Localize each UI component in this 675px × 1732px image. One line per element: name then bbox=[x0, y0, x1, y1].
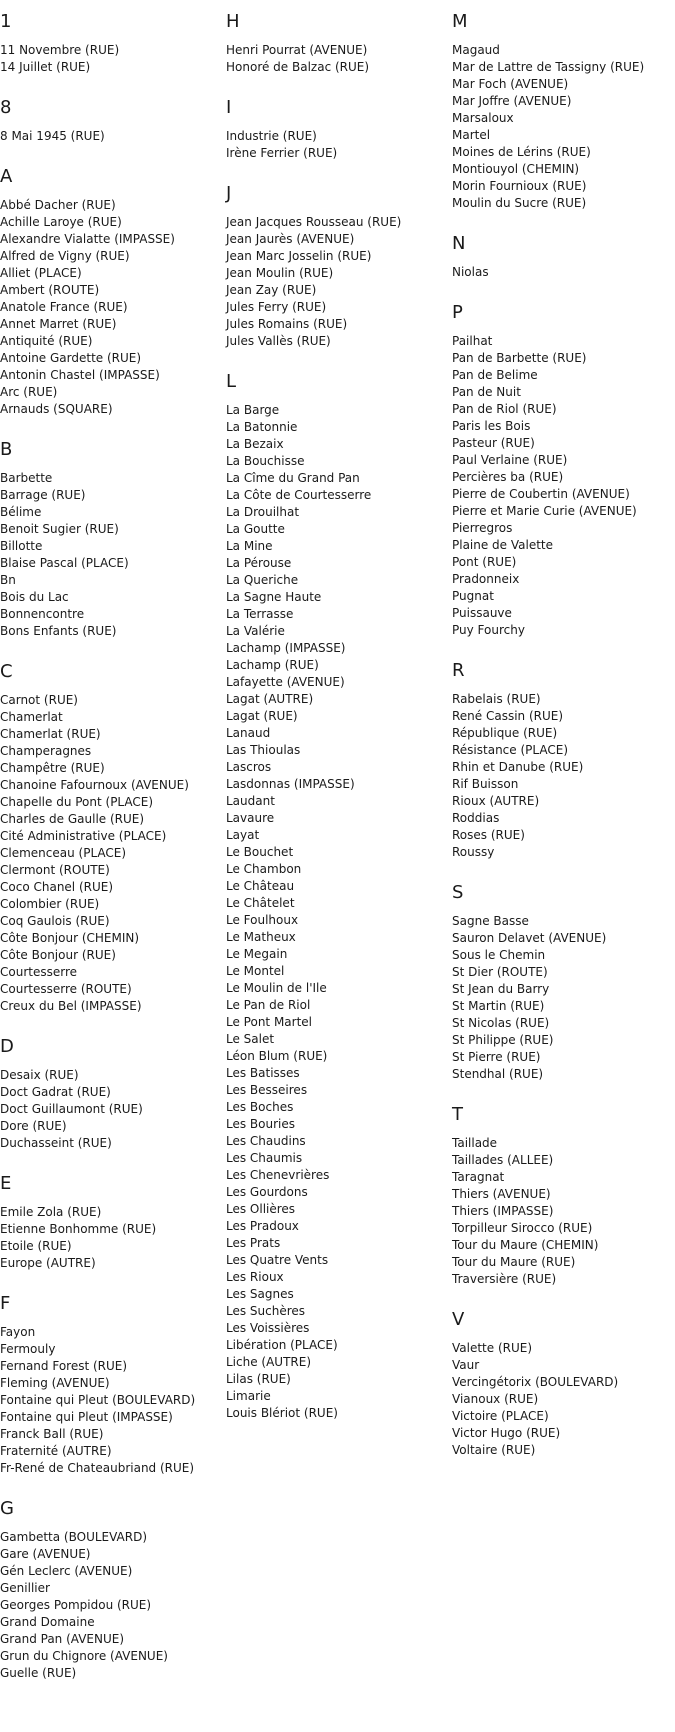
street-name: Anatole France (RUE) bbox=[0, 300, 128, 314]
street-name: Charles de Gaulle (RUE) bbox=[0, 812, 145, 826]
street-name: Arnauds (SQUARE) bbox=[0, 402, 113, 416]
street-name: Les Voissières bbox=[226, 1321, 310, 1335]
street-list bbox=[226, 402, 448, 1422]
street-name: Vianoux (RUE) bbox=[452, 1392, 539, 1406]
street-name: Le Pont Martel bbox=[226, 1015, 313, 1029]
street-name: La Côte de Courtesserre bbox=[226, 488, 372, 502]
street-name: La Batonnie bbox=[226, 420, 298, 434]
street-name: Guelle (RUE) bbox=[0, 1666, 77, 1680]
letter-heading: T bbox=[452, 1104, 463, 1125]
street-name: St Jean du Barry bbox=[452, 982, 550, 996]
street-name: Irène Ferrier (RUE) bbox=[226, 146, 338, 160]
street-name: Les Bouries bbox=[226, 1117, 296, 1131]
street-name: La Goutte bbox=[226, 522, 285, 536]
street-name: Annet Marret (RUE) bbox=[0, 317, 117, 331]
street-name: Carnot (RUE) bbox=[0, 693, 78, 707]
street-name: Coq Gaulois (RUE) bbox=[0, 914, 110, 928]
letter-group bbox=[0, 662, 222, 1015]
street-name: Le Chambon bbox=[226, 862, 302, 876]
street-name: Magaud bbox=[452, 43, 500, 57]
letter-group bbox=[452, 1310, 675, 1459]
street-name: St Nicolas (RUE) bbox=[452, 1016, 550, 1030]
street-name: Jean Zay (RUE) bbox=[226, 283, 317, 297]
street-name: Chamerlat bbox=[0, 710, 63, 724]
street-name: Le Salet bbox=[226, 1032, 275, 1046]
letter-group bbox=[0, 12, 222, 76]
street-name: Bons Enfants (RUE) bbox=[0, 624, 117, 638]
street-name: Coco Chanel (RUE) bbox=[0, 880, 114, 894]
street-name: Bn bbox=[0, 573, 16, 587]
letter-heading: V bbox=[452, 1309, 465, 1330]
letter-group bbox=[226, 98, 448, 162]
street-name: Antonin Chastel (IMPASSE) bbox=[0, 368, 160, 382]
street-name: République (RUE) bbox=[452, 726, 558, 740]
street-list bbox=[0, 1204, 222, 1272]
street-name: Mar Joffre (AVENUE) bbox=[452, 94, 572, 108]
street-index-column-1 bbox=[0, 0, 222, 1704]
street-name: 8 Mai 1945 (RUE) bbox=[0, 129, 105, 143]
street-name: Lagat (RUE) bbox=[226, 709, 298, 723]
street-name: Jules Romains (RUE) bbox=[226, 317, 348, 331]
street-name: St Pierre (RUE) bbox=[452, 1050, 541, 1064]
street-name: Alfred de Vigny (RUE) bbox=[0, 249, 130, 263]
street-name: Colombier (RUE) bbox=[0, 897, 100, 911]
street-name: La Pérouse bbox=[226, 556, 292, 570]
street-name: Lagat (AUTRE) bbox=[226, 692, 314, 706]
street-name: Les Chenevrières bbox=[226, 1168, 330, 1182]
street-name: Les Sagnes bbox=[226, 1287, 294, 1301]
street-name: Vaur bbox=[452, 1358, 480, 1372]
street-name: Lafayette (AVENUE) bbox=[226, 675, 345, 689]
street-name: Victoire (PLACE) bbox=[452, 1409, 549, 1423]
street-name: Côte Bonjour (RUE) bbox=[0, 948, 116, 962]
street-list bbox=[452, 42, 675, 212]
street-name: Torpilleur Sirocco (RUE) bbox=[452, 1221, 593, 1235]
street-name: Le Foulhoux bbox=[226, 913, 299, 927]
street-name: Alexandre Vialatte (IMPASSE) bbox=[0, 232, 175, 246]
street-name: Abbé Dacher (RUE) bbox=[0, 198, 116, 212]
letter-heading: A bbox=[0, 166, 13, 187]
street-name: Genillier bbox=[0, 1581, 50, 1595]
street-list bbox=[452, 691, 675, 861]
street-list bbox=[452, 913, 675, 1083]
letter-group bbox=[0, 1037, 222, 1152]
street-name: Rif Buisson bbox=[452, 777, 519, 791]
letter-group bbox=[0, 167, 222, 418]
street-name: Desaix (RUE) bbox=[0, 1068, 79, 1082]
street-name: Sagne Basse bbox=[452, 914, 529, 928]
street-name: Doct Guillaumont (RUE) bbox=[0, 1102, 143, 1116]
street-name: Europe (AUTRE) bbox=[0, 1256, 96, 1270]
street-name: Champeragnes bbox=[0, 744, 92, 758]
letter-heading: E bbox=[0, 1173, 12, 1194]
street-name: Le Bouchet bbox=[226, 845, 294, 859]
letter-group bbox=[226, 12, 448, 76]
street-name: Lanaud bbox=[226, 726, 271, 740]
street-name: Les Batisses bbox=[226, 1066, 300, 1080]
street-list bbox=[0, 1529, 222, 1682]
letter-heading: G bbox=[0, 1498, 14, 1519]
street-name: Pugnat bbox=[452, 589, 494, 603]
street-name: Lachamp (RUE) bbox=[226, 658, 319, 672]
street-name: St Dier (ROUTE) bbox=[452, 965, 548, 979]
street-name: Bois du Lac bbox=[0, 590, 69, 604]
street-name: Fraternité (AUTRE) bbox=[0, 1444, 112, 1458]
street-name: Le Montel bbox=[226, 964, 285, 978]
street-list bbox=[226, 42, 448, 76]
street-name: Fermouly bbox=[0, 1342, 56, 1356]
street-name: Chanoine Fafournoux (AVENUE) bbox=[0, 778, 189, 792]
street-name: La Cîme du Grand Pan bbox=[226, 471, 360, 485]
street-name: Gén Leclerc (AVENUE) bbox=[0, 1564, 133, 1578]
street-list bbox=[452, 333, 675, 639]
street-name: Fr-René de Chateaubriand (RUE) bbox=[0, 1461, 195, 1475]
street-name: Chamerlat (RUE) bbox=[0, 727, 101, 741]
street-name: Lavaure bbox=[226, 811, 275, 825]
street-name: La Bouchisse bbox=[226, 454, 305, 468]
street-name: St Philippe (RUE) bbox=[452, 1033, 554, 1047]
street-name: Pont (RUE) bbox=[452, 555, 517, 569]
street-name: Jean Jacques Rousseau (RUE) bbox=[226, 215, 402, 229]
street-name: Pasteur (RUE) bbox=[452, 436, 535, 450]
street-name: Taragnat bbox=[452, 1170, 505, 1184]
letter-group bbox=[0, 1294, 222, 1477]
street-name: Paris les Bois bbox=[452, 419, 531, 433]
street-name: Les Besseires bbox=[226, 1083, 308, 1097]
street-name: Rabelais (RUE) bbox=[452, 692, 541, 706]
street-name: Thiers (AVENUE) bbox=[452, 1187, 551, 1201]
street-name: Creux du Bel (IMPASSE) bbox=[0, 999, 142, 1013]
street-name: Alliet (PLACE) bbox=[0, 266, 82, 280]
street-list bbox=[0, 197, 222, 418]
street-name: Montiouyol (CHEMIN) bbox=[452, 162, 580, 176]
street-name: Le Pan de Riol bbox=[226, 998, 311, 1012]
street-name: Bonnencontre bbox=[0, 607, 85, 621]
street-name: Pierre et Marie Curie (AVENUE) bbox=[452, 504, 637, 518]
street-index-column-3 bbox=[452, 0, 675, 1481]
street-name: Taillade bbox=[452, 1136, 498, 1150]
street-name: Jules Vallès (RUE) bbox=[226, 334, 331, 348]
letter-group bbox=[226, 372, 448, 1422]
street-name: Antiquité (RUE) bbox=[0, 334, 93, 348]
street-name: Jean Jaurès (AVENUE) bbox=[226, 232, 355, 246]
letter-heading: L bbox=[226, 371, 237, 392]
street-name: Puissauve bbox=[452, 606, 512, 620]
street-name: Rioux (AUTRE) bbox=[452, 794, 540, 808]
street-name: Courtesserre bbox=[0, 965, 78, 979]
street-name: Ambert (ROUTE) bbox=[0, 283, 100, 297]
street-name: La Terrasse bbox=[226, 607, 294, 621]
street-name: Stendhal (RUE) bbox=[452, 1067, 544, 1081]
street-name: La Mine bbox=[226, 539, 273, 553]
street-name: Lilas (RUE) bbox=[226, 1372, 291, 1386]
street-name: Fayon bbox=[0, 1325, 36, 1339]
street-name: Mar Foch (AVENUE) bbox=[452, 77, 569, 91]
street-name: Blaise Pascal (PLACE) bbox=[0, 556, 129, 570]
street-name: Pan de Nuit bbox=[452, 385, 521, 399]
street-name: Champêtre (RUE) bbox=[0, 761, 105, 775]
letter-heading: M bbox=[452, 11, 468, 32]
street-name: Doct Gadrat (RUE) bbox=[0, 1085, 111, 1099]
letter-group bbox=[0, 1174, 222, 1272]
street-index-column-2 bbox=[226, 0, 448, 1444]
street-list bbox=[452, 1340, 675, 1459]
street-name: Pan de Belime bbox=[452, 368, 538, 382]
street-name: Les Chaumis bbox=[226, 1151, 303, 1165]
street-name: Libération (PLACE) bbox=[226, 1338, 338, 1352]
letter-heading: B bbox=[0, 439, 13, 460]
street-name: 14 Juillet (RUE) bbox=[0, 60, 91, 74]
street-name: Plaine de Valette bbox=[452, 538, 554, 552]
letter-heading: H bbox=[226, 11, 240, 32]
street-name: Sauron Delavet (AVENUE) bbox=[452, 931, 607, 945]
street-name: Voltaire (RUE) bbox=[452, 1443, 536, 1457]
street-name: Victor Hugo (RUE) bbox=[452, 1426, 561, 1440]
letter-group bbox=[452, 661, 675, 861]
letter-heading: I bbox=[226, 97, 232, 118]
street-name: Les Pradoux bbox=[226, 1219, 299, 1233]
street-name: Georges Pompidou (RUE) bbox=[0, 1598, 152, 1612]
street-name: Paul Verlaine (RUE) bbox=[452, 453, 568, 467]
street-name: Lasdonnas (IMPASSE) bbox=[226, 777, 355, 791]
street-name: Le Château bbox=[226, 879, 295, 893]
street-name: Pan de Riol (RUE) bbox=[452, 402, 557, 416]
street-name: Lascros bbox=[226, 760, 272, 774]
street-name: Morin Fournioux (RUE) bbox=[452, 179, 587, 193]
street-name: Jean Moulin (RUE) bbox=[226, 266, 334, 280]
street-name: Etienne Bonhomme (RUE) bbox=[0, 1222, 157, 1236]
street-name: La Bezaix bbox=[226, 437, 284, 451]
street-name: Achille Laroye (RUE) bbox=[0, 215, 122, 229]
street-name: Clemenceau (PLACE) bbox=[0, 846, 127, 860]
street-name: Les Boches bbox=[226, 1100, 294, 1114]
street-name: Puy Fourchy bbox=[452, 623, 525, 637]
street-name: Marsaloux bbox=[452, 111, 514, 125]
street-name: Le Megain bbox=[226, 947, 288, 961]
letter-heading: N bbox=[452, 233, 466, 254]
street-name: Fontaine qui Pleut (IMPASSE) bbox=[0, 1410, 173, 1424]
street-name: Sous le Chemin bbox=[452, 948, 546, 962]
street-name: Les Ollières bbox=[226, 1202, 296, 1216]
street-name: Henri Pourrat (AVENUE) bbox=[226, 43, 368, 57]
street-list bbox=[0, 1067, 222, 1152]
street-name: La Valérie bbox=[226, 624, 285, 638]
street-name: Barrage (RUE) bbox=[0, 488, 86, 502]
street-name: Antoine Gardette (RUE) bbox=[0, 351, 142, 365]
street-name: Las Thioulas bbox=[226, 743, 301, 757]
street-name: Grand Pan (AVENUE) bbox=[0, 1632, 125, 1646]
letter-heading: D bbox=[0, 1036, 14, 1057]
street-name: Barbette bbox=[0, 471, 53, 485]
street-name: Laudant bbox=[226, 794, 275, 808]
street-name: Honoré de Balzac (RUE) bbox=[226, 60, 370, 74]
street-name: Pailhat bbox=[452, 334, 493, 348]
street-list bbox=[226, 128, 448, 162]
letter-group bbox=[0, 440, 222, 640]
street-name: Le Moulin de l'Ile bbox=[226, 981, 327, 995]
street-name: Moines de Lérins (RUE) bbox=[452, 145, 591, 159]
street-name: Fontaine qui Pleut (BOULEVARD) bbox=[0, 1393, 196, 1407]
street-name: René Cassin (RUE) bbox=[452, 709, 564, 723]
letter-heading: S bbox=[452, 882, 464, 903]
street-name: Le Châtelet bbox=[226, 896, 295, 910]
letter-group bbox=[0, 98, 222, 145]
street-name: La Drouilhat bbox=[226, 505, 300, 519]
street-name: Taillades (ALLEE) bbox=[452, 1153, 554, 1167]
street-name: La Sagne Haute bbox=[226, 590, 322, 604]
street-name: La Queriche bbox=[226, 573, 299, 587]
street-name: Jules Ferry (RUE) bbox=[226, 300, 327, 314]
street-name: Moulin du Sucre (RUE) bbox=[452, 196, 587, 210]
street-name: Tour du Maure (CHEMIN) bbox=[452, 1238, 599, 1252]
street-name: Courtesserre (ROUTE) bbox=[0, 982, 132, 996]
street-name: Tour du Maure (RUE) bbox=[452, 1255, 576, 1269]
street-name: Roussy bbox=[452, 845, 495, 859]
street-name: Limarie bbox=[226, 1389, 271, 1403]
street-name: Franck Ball (RUE) bbox=[0, 1427, 104, 1441]
street-name: Etoile (RUE) bbox=[0, 1239, 72, 1253]
street-list bbox=[0, 470, 222, 640]
letter-heading: 1 bbox=[0, 11, 12, 32]
street-name: Grand Domaine bbox=[0, 1615, 95, 1629]
street-name: Les Quatre Vents bbox=[226, 1253, 329, 1267]
street-name: Arc (RUE) bbox=[0, 385, 58, 399]
street-name: Louis Blériot (RUE) bbox=[226, 1406, 338, 1420]
street-name: Lachamp (IMPASSE) bbox=[226, 641, 346, 655]
street-name: Gambetta (BOULEVARD) bbox=[0, 1530, 148, 1544]
street-name: Les Gourdons bbox=[226, 1185, 308, 1199]
street-name: Valette (RUE) bbox=[452, 1341, 533, 1355]
street-name: Côte Bonjour (CHEMIN) bbox=[0, 931, 140, 945]
street-name: Les Prats bbox=[226, 1236, 281, 1250]
street-name: Roses (RUE) bbox=[452, 828, 525, 842]
street-name: Fleming (AVENUE) bbox=[0, 1376, 110, 1390]
street-name: Roddias bbox=[452, 811, 500, 825]
street-name: Les Suchères bbox=[226, 1304, 306, 1318]
street-name: La Barge bbox=[226, 403, 280, 417]
street-name: Dore (RUE) bbox=[0, 1119, 67, 1133]
street-list bbox=[226, 214, 448, 350]
letter-heading: R bbox=[452, 660, 465, 681]
street-list bbox=[0, 692, 222, 1015]
letter-group bbox=[226, 184, 448, 350]
street-list bbox=[0, 128, 222, 145]
street-name: Industrie (RUE) bbox=[226, 129, 317, 143]
street-name: Vercingétorix (BOULEVARD) bbox=[452, 1375, 619, 1389]
street-name: Percières ba (RUE) bbox=[452, 470, 564, 484]
street-name: Cité Administrative (PLACE) bbox=[0, 829, 167, 843]
street-name: St Martin (RUE) bbox=[452, 999, 545, 1013]
letter-heading: F bbox=[0, 1293, 11, 1314]
street-name: Fernand Forest (RUE) bbox=[0, 1359, 128, 1373]
street-name: Pradonneix bbox=[452, 572, 520, 586]
letter-group bbox=[452, 1105, 675, 1288]
street-name: Clermont (ROUTE) bbox=[0, 863, 110, 877]
street-name: Léon Blum (RUE) bbox=[226, 1049, 328, 1063]
street-name: Martel bbox=[452, 128, 491, 142]
street-name: Rhin et Danube (RUE) bbox=[452, 760, 584, 774]
street-name: Emile Zola (RUE) bbox=[0, 1205, 102, 1219]
street-name: Liche (AUTRE) bbox=[226, 1355, 312, 1369]
street-name: Pan de Barbette (RUE) bbox=[452, 351, 587, 365]
letter-group bbox=[452, 303, 675, 639]
street-name: Thiers (IMPASSE) bbox=[452, 1204, 554, 1218]
street-name: Les Chaudins bbox=[226, 1134, 306, 1148]
street-name: Pierre de Coubertin (AVENUE) bbox=[452, 487, 630, 501]
street-list bbox=[0, 42, 222, 76]
letter-group bbox=[0, 1499, 222, 1682]
letter-group bbox=[452, 234, 675, 281]
street-name: Gare (AVENUE) bbox=[0, 1547, 91, 1561]
street-name: Traversière (RUE) bbox=[452, 1272, 557, 1286]
street-name: Layat bbox=[226, 828, 260, 842]
street-name: Jean Marc Josselin (RUE) bbox=[226, 249, 372, 263]
letter-group bbox=[452, 883, 675, 1083]
street-name: Billotte bbox=[0, 539, 43, 553]
letter-group bbox=[452, 12, 675, 212]
street-name: Pierregros bbox=[452, 521, 513, 535]
street-list bbox=[452, 264, 675, 281]
street-name: Mar de Lattre de Tassigny (RUE) bbox=[452, 60, 645, 74]
letter-heading: J bbox=[226, 183, 232, 204]
street-name: Le Matheux bbox=[226, 930, 296, 944]
street-name: Niolas bbox=[452, 265, 489, 279]
street-name: Bélime bbox=[0, 505, 42, 519]
street-list bbox=[452, 1135, 675, 1288]
street-name: Benoit Sugier (RUE) bbox=[0, 522, 119, 536]
letter-heading: P bbox=[452, 302, 463, 323]
street-list bbox=[0, 1324, 222, 1477]
street-name: Duchasseint (RUE) bbox=[0, 1136, 112, 1150]
street-name: Grun du Chignore (AVENUE) bbox=[0, 1649, 168, 1663]
street-name: Les Rioux bbox=[226, 1270, 284, 1284]
letter-heading: 8 bbox=[0, 97, 12, 118]
street-name: 11 Novembre (RUE) bbox=[0, 43, 120, 57]
street-name: Chapelle du Pont (PLACE) bbox=[0, 795, 154, 809]
letter-heading: C bbox=[0, 661, 13, 682]
street-name: Résistance (PLACE) bbox=[452, 743, 568, 757]
